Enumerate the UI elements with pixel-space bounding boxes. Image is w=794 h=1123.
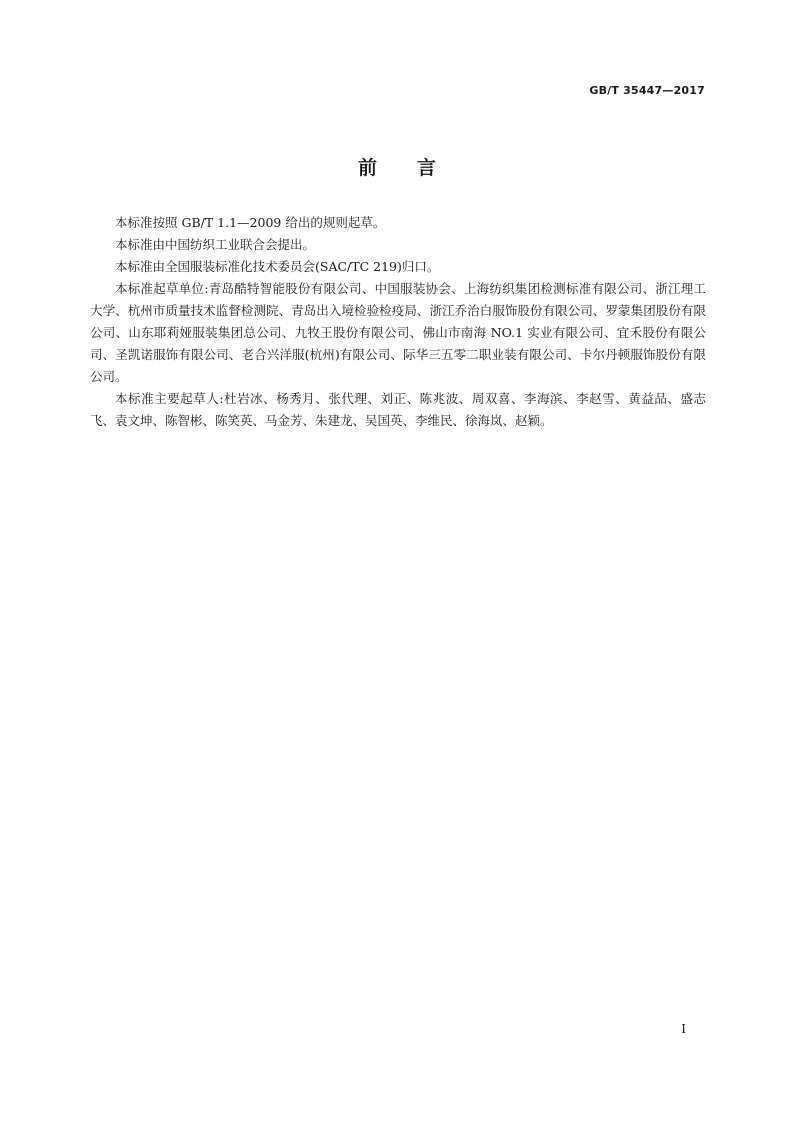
title-char-2: 言 — [417, 157, 437, 179]
standard-code: GB/T 35447—2017 — [589, 84, 705, 97]
paragraph-drafting-rules: 本标准按照 GB/T 1.1—2009 给出的规则起草。 — [115, 215, 386, 230]
paragraph-drafters: 本标准主要起草人:杜岩冰、杨秀月、张代理、刘正、陈兆波、周双喜、李海滨、李赵雪、黄益品、盛志飞、袁文坤、陈智彬、陈笑英、马金芳、朱建龙、吴国英、李维民、徐海岚、赵颖。 — [90, 391, 706, 428]
paragraph-committee: 本标准由全国服装标准化技术委员会(SAC/TC 219)归口。 — [115, 259, 440, 274]
paragraph-drafting-units: 本标准起草单位:青岛酷特智能股份有限公司、中国服装协会、上海纺织集团检测标准有限公司、浙江理工大学、杭州市质量技术监督检测院、青岛出入境检验检疫局、浙江乔治白服饰股份有限公司、罗蒙集团股份有限公司、山东耶莉娅服装集团总公司、九牧王股份有限公司、佛山市南海 NO.1 实业有限公司、宜禾股份有限公司、圣凯诺服饰有限公司、老合兴洋服(杭州)有限公司、际华三五零二职业装有限公司、卡尔丹顿服饰股份有限公司。 — [90, 281, 706, 384]
foreword-body — [90, 212, 706, 432]
title-char-1: 前 — [357, 157, 377, 179]
page-title — [0, 153, 794, 180]
paragraph-proposer: 本标准由中国纺织工业联合会提出。 — [115, 237, 316, 252]
page-number: I — [681, 1022, 686, 1036]
